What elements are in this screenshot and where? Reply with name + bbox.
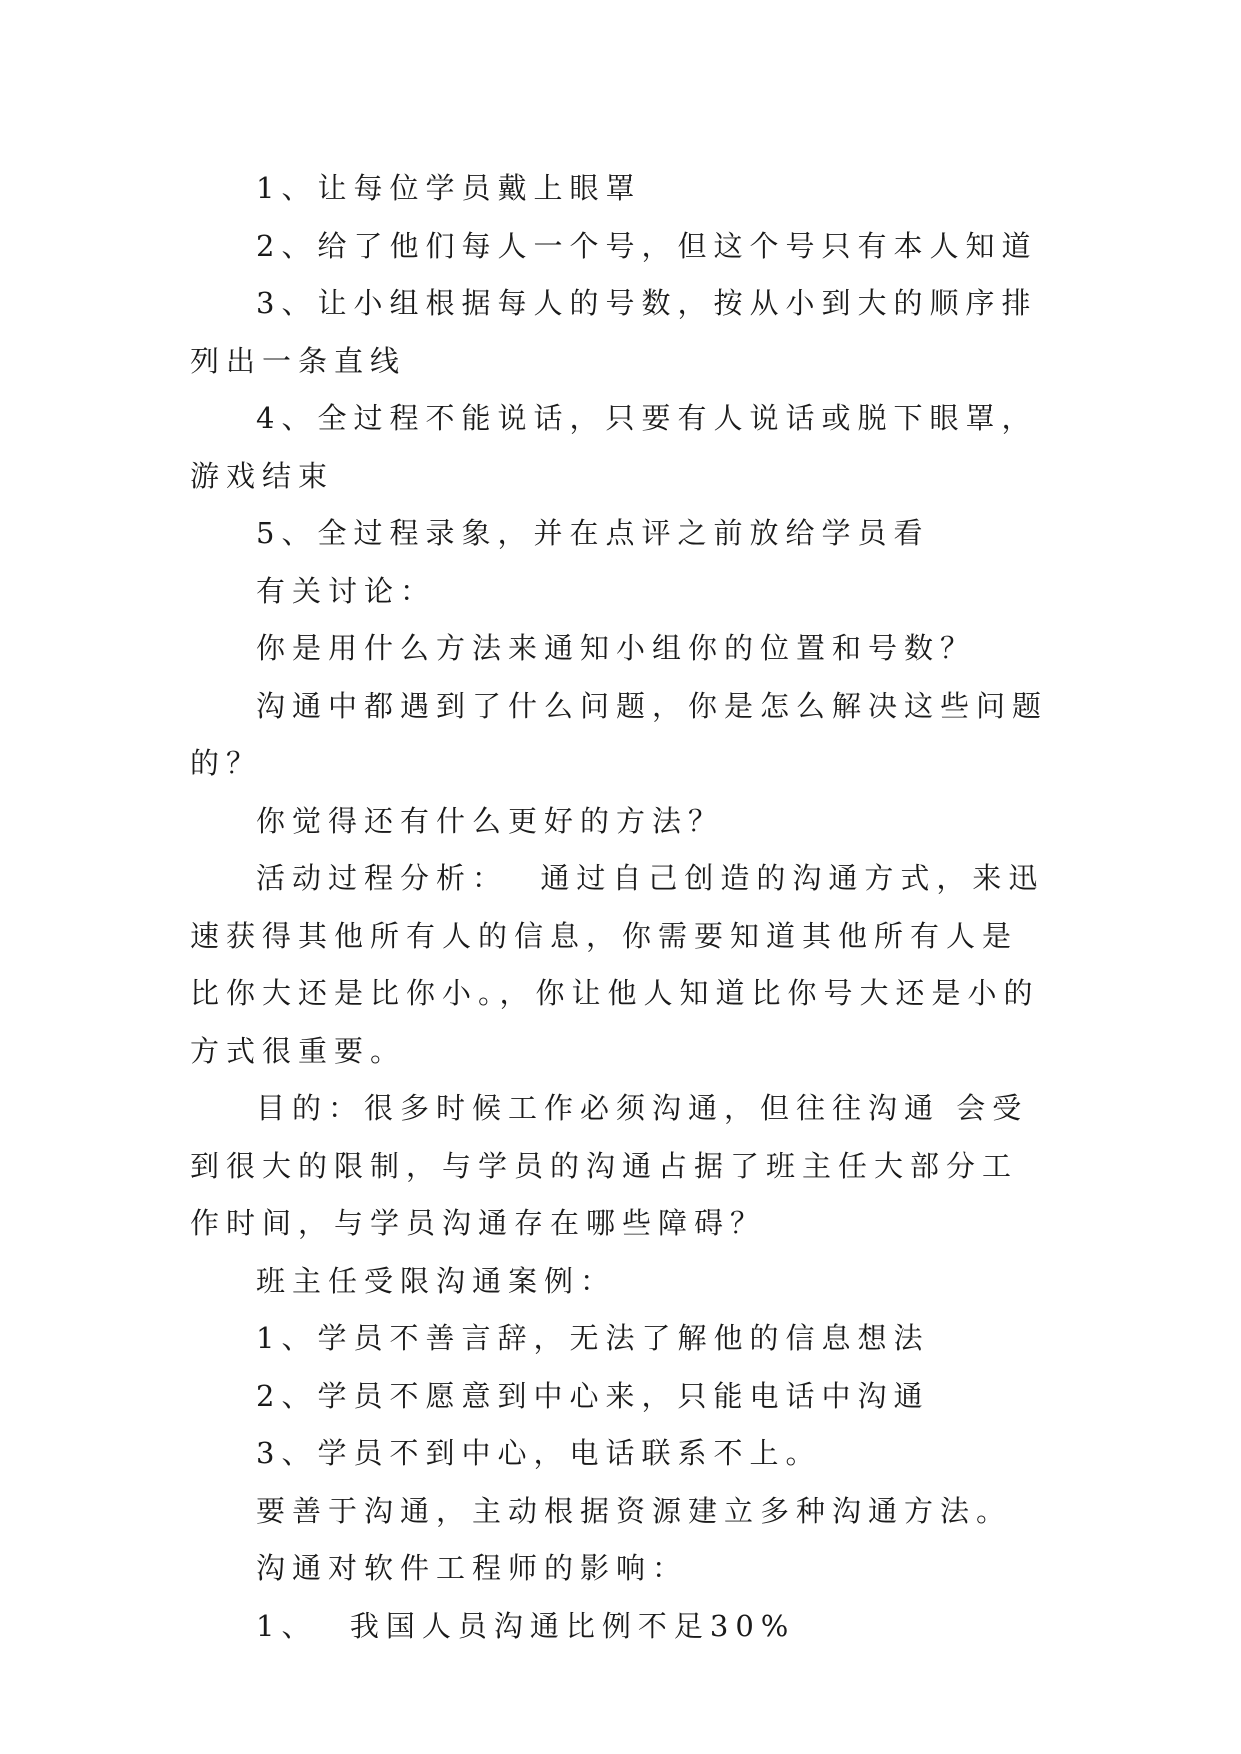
discussion-question-3: 你觉得还有什么更好的方法？ — [256, 803, 725, 838]
advice-paragraph: 要善于沟通，主动根据资源建立多种沟通方法。 — [256, 1493, 1013, 1528]
case-item-2: 2、学员不愿意到中心来，只能电话中沟通 — [256, 1378, 930, 1413]
step-5-paragraph: 5、全过程录象，并在点评之前放给学员看 — [256, 516, 930, 550]
discussion-question-2: 沟通中都遇到了什么问题，你是怎么解决这些问题的？ — [190, 688, 1049, 780]
step-2-paragraph: 2、给了他们每人一个号，但这个号只有本人知道 — [256, 228, 1038, 263]
case-item-3: 3、学员不到中心，电话联系不上。 — [256, 1436, 822, 1470]
step-4-paragraph: 4、全过程不能说话，只要有人说话或脱下眼罩，游戏结束 — [190, 401, 1038, 493]
step-1-paragraph: 1、让每位学员戴上眼罩 — [256, 171, 642, 205]
impact-item-1: 1、 我国人员沟通比例不足30% — [256, 1608, 796, 1643]
step-3-paragraph: 3、让小组根据每人的号数，按从小到大的顺序排列出一条直线 — [190, 286, 1038, 378]
case-heading: 班主任受限沟通案例： — [256, 1263, 617, 1298]
discussion-question-1: 你是用什么方法来通知小组你的位置和号数？ — [256, 631, 977, 665]
activity-analysis-paragraph: 活动过程分析： 通过自己创造的沟通方式，来迅速获得其他所有人的信息，你需要知道其他所有人是比你大还是比你小。，你让他人知道比你号大还是小的方式很重要。 — [190, 861, 1045, 1068]
case-item-1: 1、学员不善言辞，无法了解他的信息想法 — [256, 1321, 930, 1355]
discussion-heading: 有关讨论： — [256, 573, 437, 608]
impact-heading: 沟通对软件工程师的影响： — [256, 1551, 689, 1585]
purpose-paragraph: 目的：很多时候工作必须沟通，但往往沟通 会受到很大的限制，与学员的沟通占据了班主任大部分工作时间，与学员沟通存在哪些障碍？ — [190, 1091, 1029, 1240]
document-body — [190, 160, 1050, 1655]
